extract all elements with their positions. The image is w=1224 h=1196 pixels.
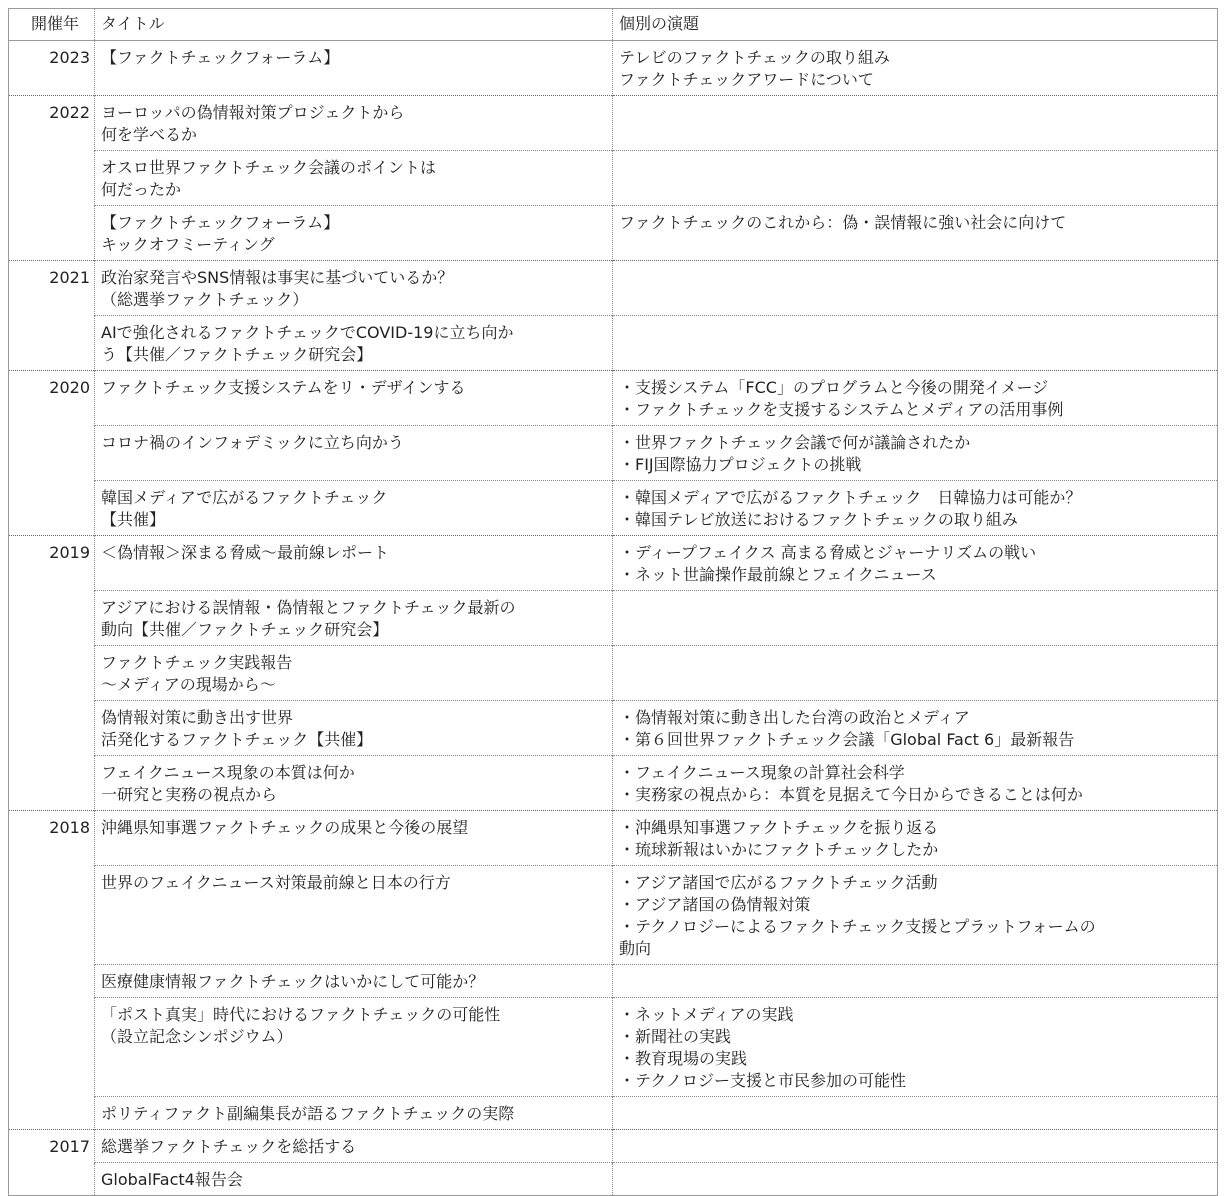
table-row [9,1097,1218,1130]
table-row [9,1163,1218,1196]
table-row [9,646,1218,701]
talks-cell [613,1097,1218,1130]
title-cell: ファクトチェック実践報告 〜メディアの現場から〜 [95,646,613,701]
table-row [9,998,1218,1097]
table-row [9,151,1218,206]
year-cell: 2018 [9,811,95,1130]
table-row [9,965,1218,998]
header-row [9,9,1218,41]
table-row [9,811,1218,866]
year-cell: 2023 [49,48,90,67]
talks-cell [613,261,1218,316]
talks-cell: ・フェイクニュース現象の計算社会科学 ・実務家の視点から：本質を見据えて今日からできることは何か [613,756,1218,811]
title-cell: オスロ世界ファクトチェック会議のポイントは 何だったか [95,151,613,206]
table-row [9,701,1218,756]
title-cell: ＜偽情報＞深まる脅威〜最前線レポート [95,536,613,591]
table-row [9,206,1218,261]
year-cell: 2019 [9,536,95,811]
table-row [9,481,1218,536]
table-body [9,41,1218,1196]
table-row [9,1130,1218,1163]
title-cell: 【ファクトチェックフォーラム】 [95,41,613,96]
title-cell: 【ファクトチェックフォーラム】 キックオフミーティング [95,206,613,261]
talks-cell: ・ディープフェイクス 高まる脅威とジャーナリズムの戦い ・ネット世論操作最前線とフェイクニュース [613,536,1218,591]
talks-cell: ・世界ファクトチェック会議で何が議論されたか ・FIJ国際協力プロジェクトの挑戦 [613,426,1218,481]
table-row [9,426,1218,481]
title-cell: アジアにおける誤情報・偽情報とファクトチェック最新の 動向【共催／ファクトチェック研究会】 [95,591,613,646]
title-cell: GlobalFact4報告会 [95,1163,613,1196]
header-talks: 個別の演題 [613,9,1218,41]
talks-cell: ・アジア諸国で広がるファクトチェック活動 ・アジア諸国の偽情報対策 ・テクノロジーによるファクトチェック支援とプラットフォームの 動向 [613,866,1218,965]
table-row [9,41,1218,96]
talks-cell: ・沖縄県知事選ファクトチェックを振り返る ・琉球新報はいかにファクトチェックしたか [613,811,1218,866]
talks-cell [613,151,1218,206]
year-cell: 2017 [9,1130,95,1196]
talks-cell: ・偽情報対策に動き出した台湾の政治とメディア ・第６回世界ファクトチェック会議「Global Fact 6」最新報告 [613,701,1218,756]
title-cell: ポリティファクト副編集長が語るファクトチェックの実際 [95,1097,613,1130]
year-cell: 2022 [9,96,95,261]
talks-cell: ・ネットメディアの実践 ・新聞社の実践 ・教育現場の実践 ・テクノロジー支援と市民参加の可能性 [613,998,1218,1097]
table-row [9,316,1218,371]
talks-cell: ・支援システム「FCC」のプログラムと今後の開発イメージ ・ファクトチェックを支援するシステムとメディアの活用事例 [613,371,1218,426]
title-cell: 沖縄県知事選ファクトチェックの成果と今後の展望 [95,811,613,866]
talks-cell [613,1163,1218,1196]
talks-cell [613,591,1218,646]
events-table [8,8,1218,1196]
table-row [9,591,1218,646]
table-row [9,96,1218,151]
title-cell: フェイクニュース現象の本質は何か 一研究と実務の視点から [95,756,613,811]
table-row [9,866,1218,965]
header-title: タイトル [95,9,613,41]
title-cell: ヨーロッパの偽情報対策プロジェクトから 何を学べるか [95,96,613,151]
talks-cell [613,316,1218,371]
talks-cell [613,1130,1218,1163]
title-cell: 政治家発言やSNS情報は事実に基づいているか？ （総選挙ファクトチェック） [95,261,613,316]
title-cell: コロナ禍のインフォデミックに立ち向かう [95,426,613,481]
talks-cell: テレビのファクトチェックの取り組み ファクトチェックアワードについて [613,41,1218,96]
talks-cell [613,646,1218,701]
title-cell: 医療健康情報ファクトチェックはいかにして可能か？ [95,965,613,998]
table-row [9,756,1218,811]
title-cell: 世界のフェイクニュース対策最前線と日本の行方 [95,866,613,965]
header-year: 開催年 [9,9,95,41]
year-cell: 2020 [9,371,95,536]
title-cell: AIで強化されるファクトチェックでCOVID-19に立ち向か う【共催／ファクトチェック研究会】 [95,316,613,371]
title-cell: ファクトチェック支援システムをリ・デザインする [95,371,613,426]
title-cell: 「ポスト真実」時代におけるファクトチェックの可能性 （設立記念シンポジウム） [95,998,613,1097]
title-cell: 偽情報対策に動き出す世界 活発化するファクトチェック【共催】 [95,701,613,756]
table-row [9,371,1218,426]
talks-cell: ・韓国メディアで広がるファクトチェック 日韓協力は可能か？ ・韓国テレビ放送におけるファクトチェックの取り組み [613,481,1218,536]
title-cell: 韓国メディアで広がるファクトチェック 【共催】 [95,481,613,536]
table-row [9,536,1218,591]
talks-cell: ファクトチェックのこれから：偽・誤情報に強い社会に向けて [613,206,1218,261]
year-cell: 2021 [9,261,95,371]
table-row [9,261,1218,316]
title-cell: 総選挙ファクトチェックを総括する [95,1130,613,1163]
talks-cell [613,965,1218,998]
talks-cell [613,96,1218,151]
